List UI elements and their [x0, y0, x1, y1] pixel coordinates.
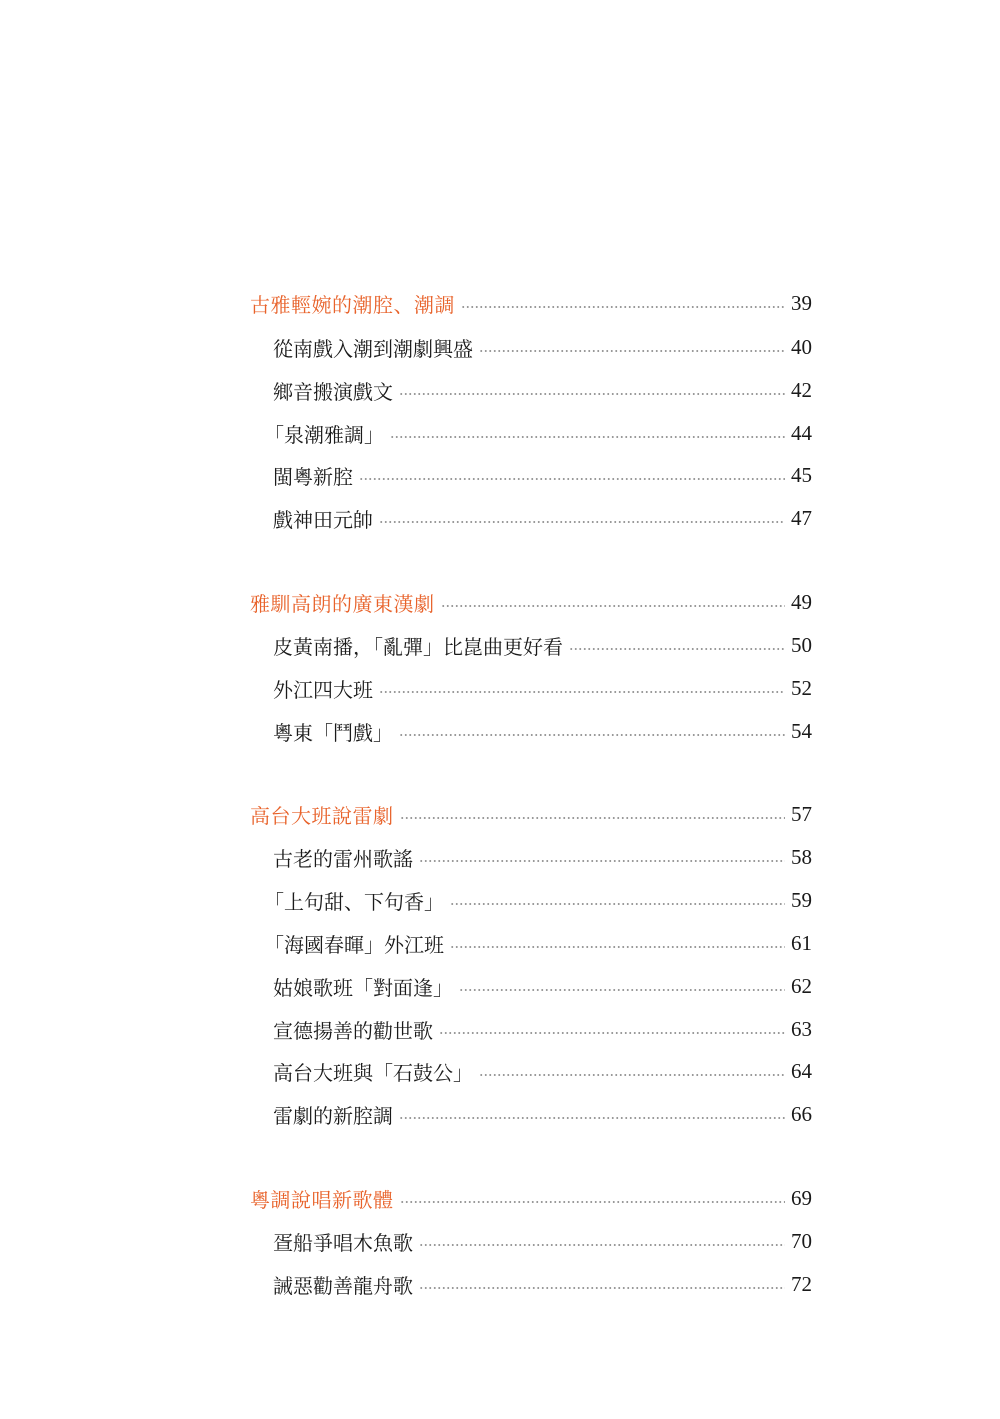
toc-entry[interactable] [273, 630, 812, 660]
dot-leader [450, 903, 785, 905]
page-number: 59 [791, 887, 812, 912]
entry-title: 皮黃南播，「亂彈」比崑曲更好看 [273, 634, 563, 659]
toc-entry[interactable] [273, 1014, 812, 1044]
entry-title: 鄉音搬演戲文 [273, 379, 393, 404]
page-number: 66 [791, 1101, 812, 1126]
entry-title: 古老的雷州歌謠 [273, 846, 413, 871]
entry-title: 誡惡勸善龍舟歌 [273, 1273, 413, 1298]
page-number: 58 [791, 844, 812, 869]
dot-leader [439, 1032, 785, 1034]
page-number: 64 [791, 1058, 812, 1083]
dot-leader [359, 478, 785, 480]
toc-entry[interactable] [273, 503, 812, 533]
page-number: 70 [791, 1228, 812, 1253]
toc-entry[interactable] [273, 1099, 812, 1129]
toc-entry[interactable] [264, 928, 812, 958]
dot-leader [459, 989, 785, 991]
page-number: 54 [791, 718, 812, 743]
page-number: 40 [791, 334, 812, 359]
dot-leader [399, 393, 785, 395]
page-number: 39 [791, 290, 812, 315]
entry-title: 雷劇的新腔調 [273, 1103, 393, 1128]
entry-title: 粵東「鬥戲」 [273, 720, 393, 745]
toc-entry[interactable] [273, 332, 812, 362]
entry-title: 高台大班與「石鼓公」 [273, 1060, 473, 1085]
dot-leader [461, 306, 785, 308]
toc-entry[interactable] [273, 673, 812, 703]
toc-section-heading[interactable] [250, 1183, 812, 1213]
toc-entry[interactable] [273, 375, 812, 405]
dot-leader [441, 605, 786, 607]
toc-entry[interactable] [264, 418, 812, 448]
toc-entry[interactable] [273, 971, 812, 1001]
page-number: 61 [791, 930, 812, 955]
entry-title: 閩粵新腔 [273, 464, 353, 489]
page-number: 42 [791, 377, 812, 402]
page-number: 50 [791, 632, 812, 657]
toc-entry[interactable] [273, 1056, 812, 1086]
entry-title: 疍船爭唱木魚歌 [273, 1230, 413, 1255]
entry-title: 宣德揚善的勸世歌 [273, 1018, 433, 1043]
section-title: 高台大班說雷劇 [250, 803, 394, 828]
entry-title: 戲神田元帥 [273, 507, 373, 532]
dot-leader [479, 1074, 785, 1076]
page-number: 45 [791, 462, 812, 487]
toc-entry[interactable] [273, 460, 812, 490]
dot-leader [479, 350, 785, 352]
page-number: 62 [791, 973, 812, 998]
dot-leader [569, 648, 785, 650]
page-number: 47 [791, 505, 812, 530]
dot-leader [379, 521, 785, 523]
dot-leader [419, 860, 785, 862]
dot-leader [399, 1117, 785, 1119]
dot-leader [400, 817, 786, 819]
section-title: 古雅輕婉的潮腔、潮調 [250, 292, 455, 317]
toc-entry[interactable] [273, 842, 812, 872]
toc-entry[interactable] [273, 716, 812, 746]
section-title: 粵調說唱新歌體 [250, 1187, 394, 1212]
section-title: 雅馴高朗的廣東漢劇 [250, 591, 435, 616]
toc-entry[interactable] [273, 1269, 812, 1299]
toc-section-heading[interactable] [250, 288, 812, 318]
toc-section-heading[interactable] [250, 587, 812, 617]
dot-leader [390, 436, 785, 438]
dot-leader [399, 734, 785, 736]
toc-section-heading[interactable] [250, 799, 812, 829]
page-number: 49 [791, 589, 812, 614]
page-number: 69 [791, 1185, 812, 1210]
dot-leader [400, 1201, 786, 1203]
toc-entry[interactable] [273, 1226, 812, 1256]
page-number: 72 [791, 1271, 812, 1296]
entry-title: 「上句甜、下句香」 [264, 889, 444, 914]
dot-leader [379, 691, 785, 693]
page-number: 44 [791, 420, 812, 445]
dot-leader [450, 946, 785, 948]
entry-title: 姑娘歌班「對面逢」 [273, 975, 453, 1000]
entry-title: 外江四大班 [273, 677, 373, 702]
page-number: 52 [791, 675, 812, 700]
dot-leader [419, 1287, 785, 1289]
entry-title: 「海國春暉」外江班 [264, 932, 444, 957]
page-number: 57 [791, 801, 812, 826]
entry-title: 從南戲入潮到潮劇興盛 [273, 336, 473, 361]
dot-leader [419, 1244, 785, 1246]
toc-entry[interactable] [264, 885, 812, 915]
entry-title: 「泉潮雅調」 [264, 422, 384, 447]
page-number: 63 [791, 1016, 812, 1041]
